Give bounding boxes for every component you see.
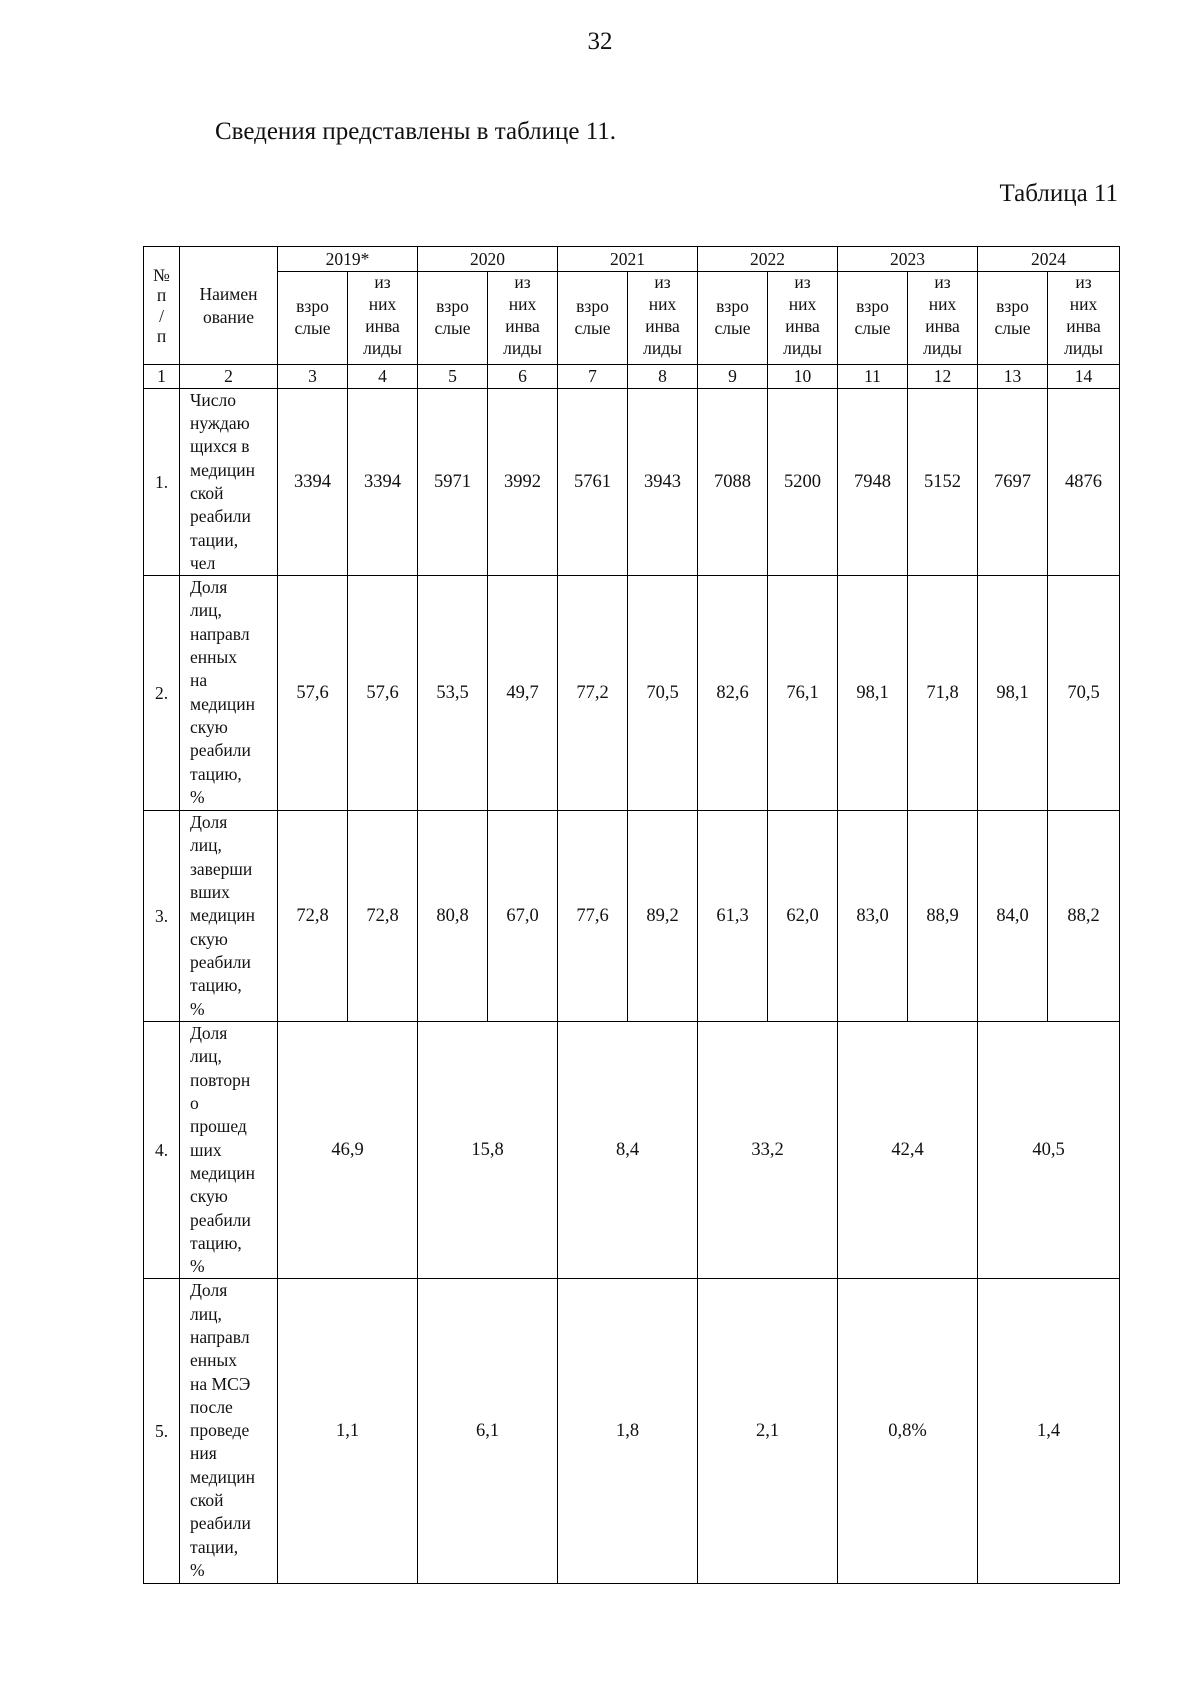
value-cell: 71,8 [908, 576, 978, 811]
value-cell: 5200 [768, 388, 838, 575]
subheader-disabled: из них инва лиды [1048, 272, 1120, 365]
row-number-cell: 3. [144, 811, 180, 1022]
value-cell: 98,1 [838, 576, 908, 811]
value-cell: 83,0 [838, 811, 908, 1022]
value-cell: 70,5 [1048, 576, 1120, 811]
subheader-adults: взро слые [278, 272, 348, 365]
value-cell: 89,2 [628, 811, 698, 1022]
subheader-disabled: из них инва лиды [348, 272, 418, 365]
subheader-disabled: из них инва лиды [768, 272, 838, 365]
data-table [143, 246, 1120, 1584]
column-number-cell: 1 [144, 365, 180, 389]
column-number-cell: 7 [558, 365, 628, 389]
header-year-2: 2021 [558, 247, 698, 272]
header-year-5: 2024 [978, 247, 1120, 272]
table-row [144, 811, 1120, 1022]
value-cell: 76,1 [768, 576, 838, 811]
subheader-adults: взро слые [698, 272, 768, 365]
header-year-1: 2020 [418, 247, 558, 272]
value-cell: 57,6 [278, 576, 348, 811]
column-number-cell: 12 [908, 365, 978, 389]
header-row-subheaders [144, 272, 1120, 365]
intro-text: Сведения представлены в таблице 11. [215, 118, 617, 145]
row-name-cell: Доля лиц, направл енных на медицин скую реабили тацию, % [180, 576, 278, 811]
value-cell: 49,7 [488, 576, 558, 811]
column-number-cell: 5 [418, 365, 488, 389]
header-number-cell: № п / п [144, 247, 180, 365]
column-number-cell: 14 [1048, 365, 1120, 389]
value-cell: 84,0 [978, 811, 1048, 1022]
header-year-0: 2019* [278, 247, 418, 272]
value-cell: 57,6 [348, 576, 418, 811]
value-cell: 3394 [348, 388, 418, 575]
value-cell: 0,8% [838, 1279, 978, 1584]
value-cell: 40,5 [978, 1022, 1120, 1279]
value-cell: 5761 [558, 388, 628, 575]
header-name-cell: Наимен ование [180, 247, 278, 365]
value-cell: 5971 [418, 388, 488, 575]
column-number-cell: 9 [698, 365, 768, 389]
row-name-cell: Доля лиц, направл енных на МСЭ после проведе ния медицин ской реабили тации, % [180, 1279, 278, 1584]
column-number-cell: 2 [180, 365, 278, 389]
row-number-cell: 1. [144, 388, 180, 575]
row-name-cell: Доля лиц, повторн о прошед ших медицин скую реабили тацию, % [180, 1022, 278, 1279]
table-row [144, 388, 1120, 575]
column-number-cell: 6 [488, 365, 558, 389]
value-cell: 77,2 [558, 576, 628, 811]
value-cell: 1,8 [558, 1279, 698, 1584]
page-number: 32 [587, 28, 613, 55]
value-cell: 62,0 [768, 811, 838, 1022]
value-cell: 67,0 [488, 811, 558, 1022]
subheader-adults: взро слые [838, 272, 908, 365]
table-row [144, 576, 1120, 811]
value-cell: 4876 [1048, 388, 1120, 575]
subheader-adults: взро слые [418, 272, 488, 365]
value-cell: 3992 [488, 388, 558, 575]
value-cell: 80,8 [418, 811, 488, 1022]
value-cell: 88,2 [1048, 811, 1120, 1022]
value-cell: 7948 [838, 388, 908, 575]
row-number-cell: 2. [144, 576, 180, 811]
row-number-cell: 4. [144, 1022, 180, 1279]
value-cell: 7697 [978, 388, 1048, 575]
value-cell: 3943 [628, 388, 698, 575]
row-name-cell: Число нуждаю щихся в медицин ской реабили тации, чел [180, 388, 278, 575]
row-name-cell: Доля лиц, заверши вших медицин скую реабили тацию, % [180, 811, 278, 1022]
value-cell: 53,5 [418, 576, 488, 811]
row-number-cell: 5. [144, 1279, 180, 1584]
subheader-adults: взро слые [978, 272, 1048, 365]
value-cell: 8,4 [558, 1022, 698, 1279]
table-row [144, 1279, 1120, 1584]
value-cell: 61,3 [698, 811, 768, 1022]
value-cell: 33,2 [698, 1022, 838, 1279]
column-number-cell: 10 [768, 365, 838, 389]
header-year-4: 2023 [838, 247, 978, 272]
table-caption: Таблица 11 [999, 180, 1118, 207]
value-cell: 82,6 [698, 576, 768, 811]
value-cell: 72,8 [348, 811, 418, 1022]
header-row-column-numbers [144, 365, 1120, 389]
header-row-years [144, 247, 1120, 272]
table-row [144, 1022, 1120, 1279]
value-cell: 77,6 [558, 811, 628, 1022]
subheader-disabled: из них инва лиды [908, 272, 978, 365]
column-number-cell: 3 [278, 365, 348, 389]
value-cell: 70,5 [628, 576, 698, 811]
header-year-3: 2022 [698, 247, 838, 272]
column-number-cell: 11 [838, 365, 908, 389]
value-cell: 46,9 [278, 1022, 418, 1279]
value-cell: 2,1 [698, 1279, 838, 1584]
value-cell: 42,4 [838, 1022, 978, 1279]
value-cell: 5152 [908, 388, 978, 575]
value-cell: 98,1 [978, 576, 1048, 811]
subheader-adults: взро слые [558, 272, 628, 365]
subheader-disabled: из них инва лиды [488, 272, 558, 365]
value-cell: 1,4 [978, 1279, 1120, 1584]
column-number-cell: 8 [628, 365, 698, 389]
column-number-cell: 4 [348, 365, 418, 389]
value-cell: 72,8 [278, 811, 348, 1022]
value-cell: 7088 [698, 388, 768, 575]
value-cell: 3394 [278, 388, 348, 575]
value-cell: 88,9 [908, 811, 978, 1022]
column-number-cell: 13 [978, 365, 1048, 389]
value-cell: 1,1 [278, 1279, 418, 1584]
subheader-disabled: из них инва лиды [628, 272, 698, 365]
value-cell: 15,8 [418, 1022, 558, 1279]
value-cell: 6,1 [418, 1279, 558, 1584]
